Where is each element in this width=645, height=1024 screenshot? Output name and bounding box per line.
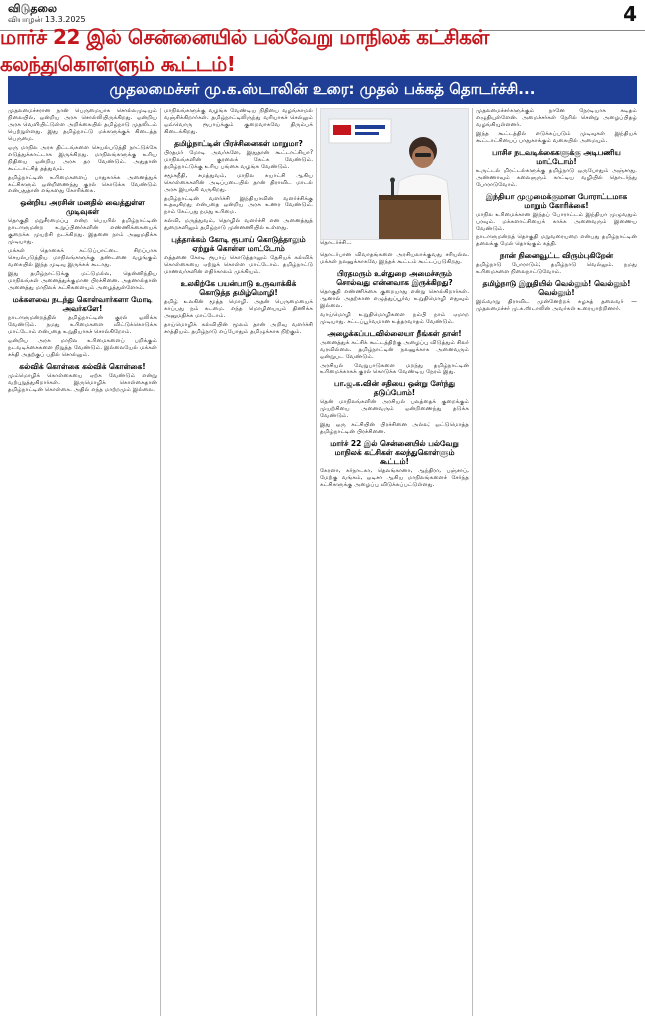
article-column-1	[8, 108, 157, 1016]
subheading: மார்ச் 22 இல் சென்னையில் பல்வேறு மாநிலக் கட்சிகள் கலந்துகொள்ளும் கூட்டம்!	[330, 439, 459, 467]
paragraph: நாடாளுமன்றத் தொகுதி மறுவரையறை என்பது தமிழ்நாட்டின் தலைக்கு மேல் தொங்கும் கத்தி.	[476, 234, 637, 248]
column-divider	[316, 108, 317, 1016]
paper-name: விடுதலை	[8, 2, 58, 15]
subheading: மக்களவை நடந்து கொள்வார்களா மோடி அவர்களே!	[12, 294, 153, 313]
date-line: வியாழன் 13.3.2025	[8, 15, 86, 24]
subheading: உலகிற்கே பயன்பாடு உருவாக்கிக் கொடுத்த தமிழ்மொழி!	[180, 279, 297, 298]
paragraph: தமிழ்நாடு போராடும்; தமிழ்நாடு வெல்லும். நமது உரிமைகளை நிலைநாட்டுவோம்.	[476, 262, 637, 276]
photo-caption: தொடர்ச்சி...	[320, 240, 352, 246]
paragraph: கேரளா, கர்நாடகா, தெலங்கானா, ஆந்திரா, பஞ்சாப், மேற்கு வங்கம், ஒடிசா ஆகிய மாநிலங்களைச் சேர்ந்த கட்சிகளுக்கு அழைப்பு விடுக்கப்பட்டுள்ளது.	[320, 468, 469, 489]
section-banner: முதலமைச்சர் மு.க.ஸ்டாலின் உரை: முதல் பக்கத் தொடர்ச்சி...	[8, 76, 637, 104]
paragraph: தமிழ்நாட்டின் உரிமைகளைப் பாதுகாக்க அனைத்துக் கட்சிகளும் ஒன்றிணைந்து குரல் கொடுக்க வேண்டும் என்பதுதான் எங்களது கோரிக்கை.	[8, 174, 157, 195]
page-number: 4	[623, 2, 637, 26]
paragraph: இவ்வாறு திராவிட முன்னேற்றக் கழகத் தலைவர் — முதலமைச்சர் மு.க.ஸ்டாலின் அவர்கள் உரையாற்றினார்.	[476, 299, 637, 313]
paragraph: அனைத்துக் கட்சிக் கூட்டத்திற்கு அழைப்பு விடுத்தும் சிலர் வரவில்லை. தமிழ்நாட்டின் நலனுக்காக அனைவரும் ஒன்றுபட வேண்டும்.	[320, 339, 469, 360]
paragraph: வாய்மொழி உறுதிமொழிகளை நம்பி நாம் ஏமாற முடியாது. சட்டப்பூர்வமான உத்தரவாதம் வேண்டும்.	[320, 311, 469, 325]
column-divider	[160, 108, 161, 1016]
paragraph: மாநிலங்களுக்கு வழங்க வேண்டிய நிதியை வழங்காமல் வஞ்சிக்கிறார்கள். தமிழ்நாட்டிலிருந்து வரியாகச் செல்லும் ஒவ்வொரு ரூபாய்க்கும் குறைவாகவே திரும்பக் கிடைக்கிறது.	[164, 108, 313, 135]
paragraph: இது தமிழ்நாட்டுக்கு மட்டுமல்ல, தென்னிந்திய மாநிலங்கள் அனைத்துக்குமான பிரச்சினை. அதனால்தான் அனைத்து மாநிலக் கட்சிகளையும் அழைத்துள்ளோம்.	[8, 271, 157, 292]
subheading: தமிழ்நாட்டின் பிரச்சினைகள் மாறுமா?	[174, 138, 303, 148]
subheading: பாசிச நடவடிக்கைகளுக்கு அடிபணிய மாட்டோம்!	[492, 147, 621, 166]
paragraph: பிரதமர் மோடி அவர்களே, இதுதான் கூட்டாட்சியா? மாநிலங்களின் குரலைக் கேட்க வேண்டும். தமிழ்நாட்டுக்கு உரிய பங்கை வழங்க வேண்டும்.	[164, 149, 313, 170]
paragraph: நாடாளுமன்றத்தில் தமிழ்நாட்டின் குரல் ஒலிக்க வேண்டும். நமது உரிமைகளை விட்டுக்கொடுக்க மாட்டோம் என்பதை உறுதியாகச் சொல்கிறோம்.	[8, 314, 157, 335]
paragraph: தாய்மொழிக் கல்வியின் மூலம் தான் அறிவு வளர்ச்சி சாத்தியம். தமிழ்நாடு எப்போதும் தமிழுக்காக நிற்கும்.	[164, 322, 313, 335]
column-divider	[472, 108, 473, 1016]
paragraph: தொகுதி எண்ணிக்கை குறையாது என்று சொல்கிறார்கள். ஆனால் அதற்கான எழுத்துப்பூர்வ உறுதிமொழி எதுவும் இல்லை.	[320, 288, 469, 309]
paragraph: கல்வி, மருத்துவம், தொழில் வளர்ச்சி என அனைத்துத் துறைகளிலும் தமிழ்நாடு முன்னணியில் உள்ளது.	[164, 218, 313, 232]
paragraph: அரசியல் வேறுபாடுகளை மறந்து தமிழ்நாட்டின் உரிமைக்காகக் குரல் கொடுக்க வேண்டிய நேரம் இது.	[320, 362, 469, 376]
paragraph: தமிழ் உலகின் மூத்த மொழி. அதன் பெருமையைக் காப்பது நம் கடமை. எந்த மொழியையும் திணிக்க அனுமதிக்க மாட்டோம்.	[164, 299, 313, 320]
paragraph: எத்தனை கோடி ரூபாய் கொடுத்தாலும் தேசியக் கல்விக் கொள்கையை ஏற்றுக் கொள்ள மாட்டோம். தமிழ்நாட்டு மாணவர்களின் எதிர்காலம் முக்கியம்.	[164, 255, 313, 276]
article-column-4	[476, 108, 637, 1016]
paragraph: இது ஒரு கட்சியின் பிரச்சினை அல்ல; ஒட்டுமொத்த தமிழ்நாட்டின் பிரச்சினை.	[320, 422, 469, 436]
subheading: அழைக்கப்படவில்லையா நீங்கள் தான்!	[327, 328, 462, 338]
subheading: புத்தாக்கம் கோடி ரூபாய் கொடுத்தாலும் ஏற்றுக் கொள்ள மாட்டோம்	[171, 235, 306, 254]
speaker-illustration	[321, 109, 469, 240]
paragraph: இந்த கூட்டத்தில் எடுக்கப்படும் முடிவுகள் இந்தியக் கூட்டாட்சியைப் பாதுகாக்கும் வகையில் அமையும்.	[476, 130, 637, 144]
paragraph: மாநில உரிமைக்கான இந்தப் போராட்டம் இந்தியா முழுவதும் பரவும். மக்களாட்சியைக் காக்க அனைவரும் இணைய வேண்டும்.	[476, 211, 637, 232]
paragraph: சமூகநீதி, சமத்துவம், மாநில சுயாட்சி ஆகிய கொள்கைகளின் அடிப்படையில் தான் திராவிட மாடல் அரசு இயங்கி வருகிறது.	[164, 172, 313, 193]
subheading: நான் நினைவூட்ட விரும்புகிறேன்	[499, 251, 614, 261]
paragraph: முதலமைச்சர்களுக்கும் நானே நேரடியாக கடிதம் எழுதியுள்ளேன். அமைச்சர்கள் நேரில் சென்று அழைப்பிதழ் வழங்கியுள்ளனர்.	[476, 108, 637, 128]
paragraph: தொகுதி மறுசீரமைப்பு என்ற பெயரில் தமிழ்நாட்டின் நாடாளுமன்ற உறுப்பினர்களின் எண்ணிக்கையைக் குறைக்க முயற்சி நடக்கிறது. இதனை நாம் அனுமதிக்க முடியாது.	[8, 218, 157, 246]
paragraph: மும்மொழிக் கொள்கையை ஏற்க வேண்டும் என்று வற்புறுத்துகிறார்கள். இருமொழிக் கொள்கைதான் தமிழ்நாட்டின் கொள்கை. அதில் எந்த மாற்றமும் இல்லை.	[8, 372, 157, 393]
subheading: பிரதமரும் உள்துறை அமைச்சரும் சொல்வது என்னவாக இருக்கிறது?	[336, 268, 453, 287]
article-column-3	[320, 252, 469, 1016]
paragraph: முதலமைச்சரான நான் பெருமையாக சொல்லமுடியும் நிலையில், ஒன்றிய அரசு சொல்லியிருக்கிறது. ஒன்றிய அரசு வெளியிட்டுள்ள அறிக்கையில் தமிழ்நாடு முதலிடம் பெற்றுள்ளது. இது தமிழ்நாட்டு மக்களுக்குக் கிடைத்த பெருமை.	[8, 108, 157, 142]
paragraph: தொடர்பான விவாதங்களை அரசியலாக்குவது சரியல்ல. மக்கள் நலனுக்காகவே இந்தக் கூட்டம் கூட்டப்படுகிறது.	[320, 252, 469, 265]
chief-minister-photo	[320, 108, 469, 240]
main-headline: மார்ச் 22 இல் சென்னையில் பல்வேறு மாநிலக் கட்சிகள் கலந்துகொள்ளும் கூட்டம்!	[0, 25, 489, 76]
paragraph: ஒன்றிய அரசு மாநில உரிமைகளைப் பறிக்கும் நடவடிக்கைகளை நிறுத்த வேண்டும். இல்லையேல் மக்கள் சக்தி அதற்குப் பதில் சொல்லும்.	[8, 337, 157, 358]
paragraph: மக்கள் தொகைக் கட்டுப்பாட்டை சிறப்பாக செயல்படுத்திய மாநிலங்களுக்கு தண்டனை வழங்கும் வகையில் இந்த முடிவு இருக்கக் கூடாது.	[8, 248, 157, 269]
subheading: கல்விக் கொள்கை கல்விக் கொள்கை!	[19, 361, 146, 371]
subheading: பா.ஜ.க.வின் சதியை ஒன்று சேர்ந்து தடுப்போம்!	[333, 379, 456, 398]
subheading: இந்தியா முழுமைக்குமான போராட்டமாக மாறும் கோரிக்கை!	[485, 191, 628, 210]
paragraph: உருட்டல் மிரட்டல்களுக்கு தமிழ்நாடு ஒருபோதும் அஞ்சாது. அண்ணாவும் கலைஞரும் காட்டிய வழியில் தொடர்ந்து போராடுவோம்.	[476, 167, 637, 188]
article-column-2	[164, 108, 313, 1016]
paragraph: தென் மாநிலங்களின் அரசியல் பலத்தைக் குறைக்கும் முயற்சியை அனைவரும் ஒன்றிணைந்து தடுக்க வேண்டும்.	[320, 399, 469, 420]
subheading: ஒன்றிய அரசின் மனதில் வைத்துள்ள முடிவுகள்	[20, 198, 145, 217]
paragraph: ஒரு மாநில அரசு திட்டங்களை செயல்படுத்தி நாட்டுக்கே எடுத்துக்காட்டாக இருக்கிறது. மாநிலங்களுக்கு உரிய நிதியை ஒன்றிய அரசு தர வேண்டும். அதுதான் கூட்டாட்சித் தத்துவம்.	[8, 144, 157, 172]
paragraph: தமிழ்நாட்டின் வளர்ச்சி இந்தியாவின் வளர்ச்சிக்கு உதவுகிறது என்பதை ஒன்றிய அரசு உணர வேண்டும். நாம் கேட்பது நமது உரிமை.	[164, 195, 313, 216]
subheading: தமிழ்நாடு இறுதியில் வெல்லும்! வெல்லும்! வெல்லும்!	[482, 279, 631, 298]
